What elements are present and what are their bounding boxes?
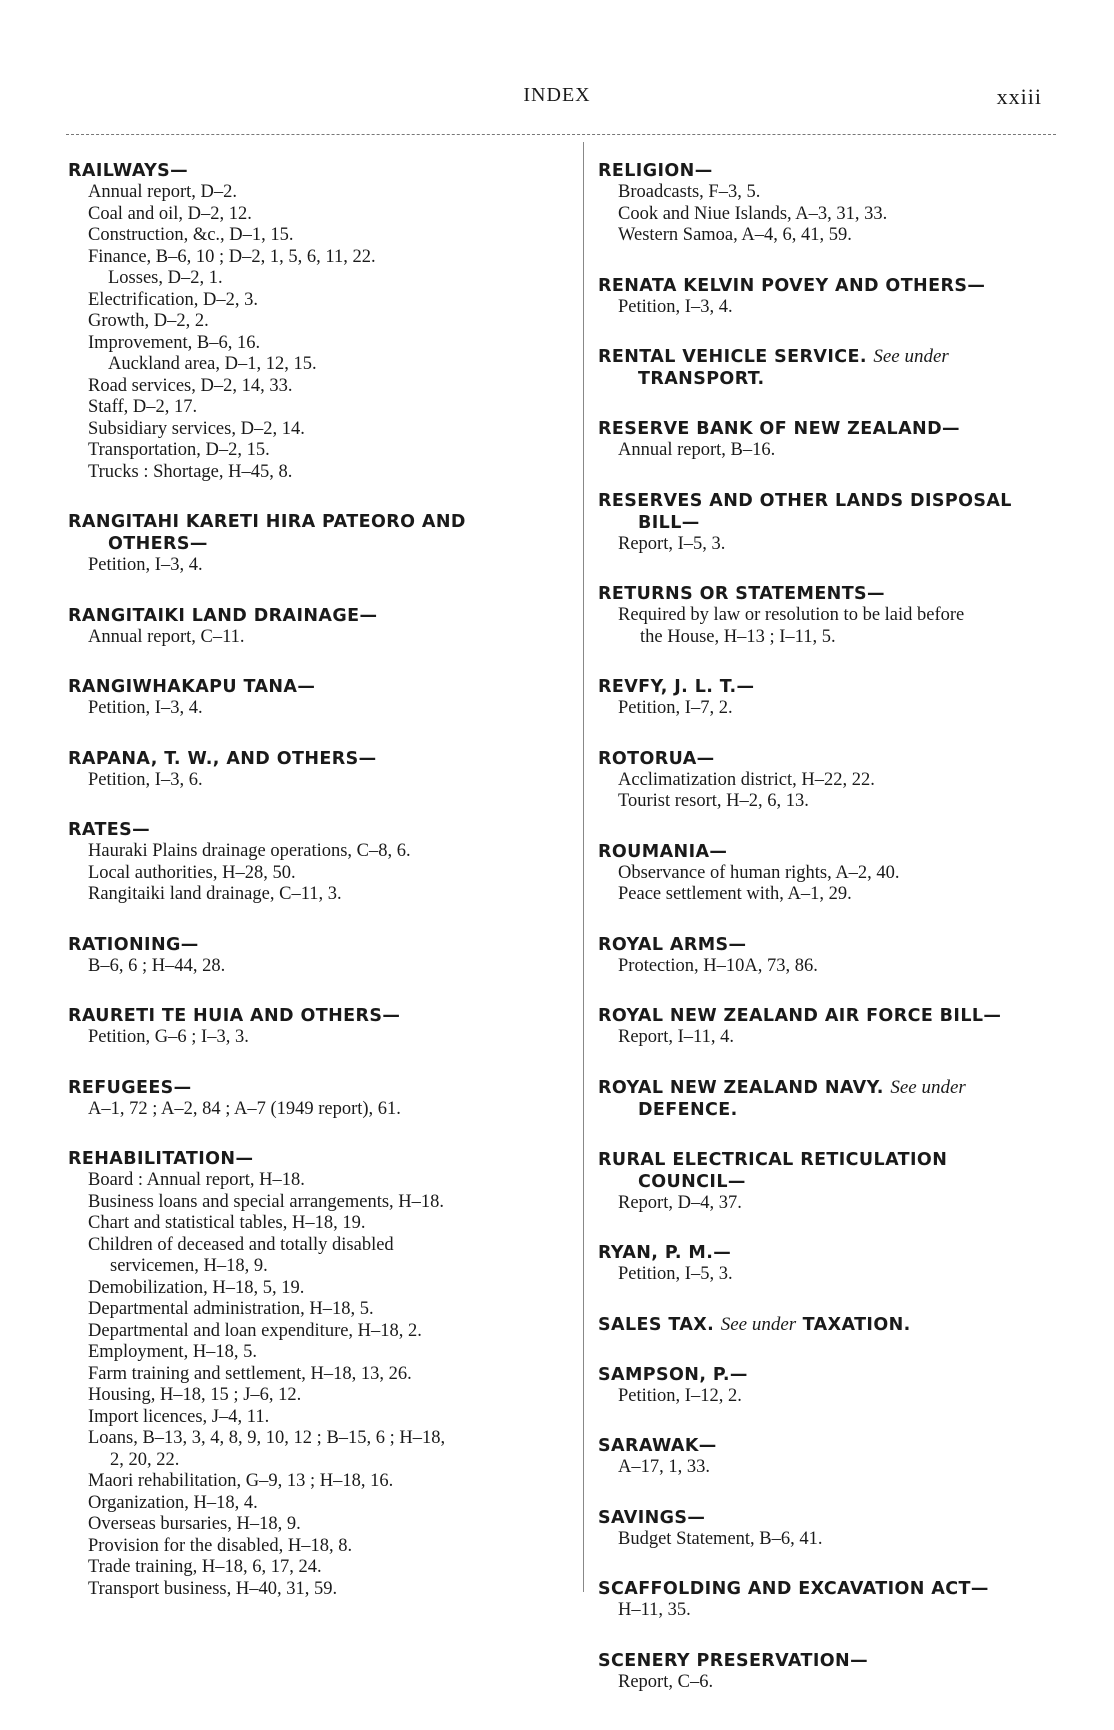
- subentry-text: Peace settlement with, A–1, 29.: [618, 884, 852, 904]
- entry-heading-continued: OTHERS—: [108, 534, 208, 554]
- subentry-text: Trucks : Shortage, H–45, 8.: [88, 461, 293, 482]
- entry-heading: [598, 490, 1056, 512]
- subentry-text: Organization, H–18, 4.: [88, 1492, 258, 1513]
- subentry-text: Annual report, D–2.: [88, 182, 237, 202]
- subentry-text: Required by law or resolution to be laid before: [618, 605, 965, 625]
- entry-heading-text: RAURETI TE HUIA AND OTHERS—: [68, 1006, 401, 1026]
- entry-heading: [598, 1314, 1056, 1336]
- entry-heading-text: SAMPSON, P.—: [598, 1364, 748, 1385]
- see-under-ref: See under: [890, 1076, 966, 1098]
- subentry-text: Construction, &c., D–1, 15.: [88, 225, 294, 245]
- subentry-text: Acclimatization district, H–22, 22.: [618, 769, 875, 790]
- subentry: [598, 534, 1056, 556]
- subentry-text: Departmental and loan expenditure, H–18, 2.: [88, 1320, 422, 1341]
- subentry-text: Local authorities, H–28, 50.: [88, 862, 296, 883]
- entry-heading: [598, 1149, 1056, 1171]
- entry-heading-text: SCENERY PRESERVATION—: [598, 1650, 868, 1671]
- entry-heading-continued: COUNCIL—: [638, 1171, 746, 1192]
- entry-heading-text: REHABILITATION—: [68, 1149, 254, 1169]
- index-entry: [68, 676, 562, 720]
- subentry-text: Departmental administration, H–18, 5.: [88, 1299, 374, 1319]
- subentry: [68, 1342, 562, 1364]
- index-entry: [68, 748, 562, 792]
- subentry-text: A–1, 72 ; A–2, 84 ; A–7 (1949 report), 61.: [88, 1098, 401, 1119]
- index-entry: [68, 605, 562, 649]
- subentry: [68, 311, 562, 333]
- subentry: [68, 1385, 562, 1407]
- entry-heading-text: ROTORUA—: [598, 748, 715, 769]
- subentry-text: Maori rehabilitation, G–9, 13 ; H–18, 16.: [88, 1471, 394, 1491]
- index-entry: [598, 676, 1056, 720]
- index-entry: [598, 1435, 1056, 1479]
- subentry: [68, 1536, 562, 1558]
- subentry-text: Petition, I–12, 2.: [618, 1385, 742, 1406]
- subentry-text: Children of deceased and totally disabled: [88, 1234, 394, 1255]
- index-entry: [598, 418, 1056, 462]
- subentry: [68, 419, 562, 441]
- entry-heading-text: RETURNS OR STATEMENTS—: [598, 584, 885, 604]
- subentry: [68, 863, 562, 885]
- index-entry: [598, 1314, 1056, 1336]
- index-entry: [598, 1507, 1056, 1551]
- subentry: [598, 884, 1056, 906]
- entry-heading-text: RESERVES AND OTHER LANDS DISPOSAL: [598, 490, 1012, 511]
- subentry-text: Petition, I–3, 6.: [88, 769, 203, 790]
- subentry-text: Finance, B–6, 10 ; D–2, 1, 5, 6, 11, 22.: [88, 246, 376, 267]
- subentry: [68, 1192, 562, 1214]
- subentry-text: Petition, I–5, 3.: [618, 1264, 733, 1284]
- subentry-text: Transport business, H–40, 31, 59.: [88, 1578, 338, 1599]
- index-entry: [68, 511, 562, 577]
- subentry-text: Chart and statistical tables, H–18, 19.: [88, 1213, 366, 1233]
- entry-heading: [598, 841, 1056, 863]
- subentry: [68, 182, 562, 204]
- subentry: [598, 791, 1056, 813]
- entry-heading-text: RATIONING—: [68, 934, 199, 955]
- index-entry: [598, 490, 1056, 556]
- entry-heading-text: RAILWAYS—: [68, 161, 189, 181]
- subentry-text: Budget Statement, B–6, 41.: [618, 1528, 823, 1549]
- subentry: [68, 1471, 562, 1493]
- subentry: [68, 1579, 562, 1601]
- index-entry: [68, 934, 562, 978]
- entry-heading: [598, 1242, 1056, 1264]
- entry-heading-text: RENTAL VEHICLE SERVICE.: [598, 347, 867, 367]
- subentry-text: Farm training and settlement, H–18, 13, 26.: [88, 1363, 412, 1384]
- subentry-text: Losses, D–2, 1.: [108, 268, 223, 288]
- entry-heading: [68, 1005, 562, 1027]
- index-entry: [68, 819, 562, 906]
- subentry-continued: [598, 627, 1056, 649]
- subentry-text: Annual report, C–11.: [88, 626, 245, 647]
- subentry: [68, 247, 562, 269]
- subentry-text: Cook and Niue Islands, A–3, 31, 33.: [618, 203, 888, 224]
- subentry: [598, 1529, 1056, 1551]
- subentry: [68, 770, 562, 792]
- index-entry: [598, 1650, 1056, 1694]
- index-entry: [68, 1077, 562, 1121]
- index-column-left: [68, 160, 562, 1628]
- subentry-text: Annual report, B–16.: [618, 440, 776, 460]
- entry-heading: [68, 934, 562, 956]
- index-entry: [68, 1148, 562, 1600]
- subentry: [598, 770, 1056, 792]
- page-title: INDEX: [523, 84, 591, 106]
- subentry-continued-text: servicemen, H–18, 9.: [110, 1256, 268, 1276]
- subentry-text: Petition, I–3, 4.: [88, 698, 203, 718]
- header-rule: [66, 134, 1056, 135]
- entry-heading: [598, 1507, 1056, 1529]
- subentry: [68, 1364, 562, 1386]
- subentry-text: Tourist resort, H–2, 6, 13.: [618, 791, 809, 811]
- subentry: [68, 1213, 562, 1235]
- subentry: [598, 225, 1056, 247]
- entry-heading-text: RANGIWHAKAPU TANA—: [68, 677, 316, 697]
- subentry-text: Report, D–4, 37.: [618, 1192, 742, 1213]
- entry-heading: [68, 819, 562, 841]
- subentry-text: Broadcasts, F–3, 5.: [618, 182, 761, 202]
- subentry-text: Petition, I–3, 4.: [88, 555, 203, 575]
- index-entry: [598, 1005, 1056, 1049]
- index-column-right: [598, 160, 1056, 1721]
- subentry: [68, 698, 562, 720]
- index-entry: [598, 748, 1056, 813]
- subentry-text: Report, C–6.: [618, 1671, 714, 1692]
- index-entry: [598, 1149, 1056, 1215]
- entry-heading-text: REFUGEES—: [68, 1077, 192, 1098]
- index-entry: [598, 583, 1056, 648]
- entry-heading: [68, 748, 562, 770]
- entry-heading: [68, 676, 562, 698]
- entry-heading-text: SARAWAK—: [598, 1436, 717, 1456]
- subentry: [68, 1493, 562, 1515]
- see-under-ref: See under: [873, 346, 949, 367]
- entry-heading-text: REVFY, J. L. T.—: [598, 677, 755, 697]
- index-entry: [68, 1005, 562, 1049]
- subentry: [68, 268, 562, 290]
- subentry: [68, 397, 562, 419]
- subentry-text: Business loans and special arrangements, H–18.: [88, 1191, 445, 1212]
- subentry-text: Report, I–11, 4.: [618, 1027, 734, 1047]
- entry-heading-tail: TAXATION.: [802, 1314, 911, 1335]
- subentry-text: Rangitaiki land drainage, C–11, 3.: [88, 884, 342, 904]
- subentry-text: Coal and oil, D–2, 12.: [88, 203, 252, 224]
- subentry: [68, 1557, 562, 1579]
- entry-heading-continued: DEFENCE.: [638, 1099, 738, 1120]
- subentry: [68, 555, 562, 577]
- entry-heading-continued: TRANSPORT.: [638, 369, 765, 389]
- entry-heading: [598, 1650, 1056, 1672]
- subentry-text: Employment, H–18, 5.: [88, 1342, 258, 1362]
- subentry-text: Trade training, H–18, 6, 17, 24.: [88, 1557, 322, 1577]
- subentry-text: B–6, 6 ; H–44, 28.: [88, 955, 226, 976]
- entry-heading: [598, 1005, 1056, 1027]
- page-number: xxiii: [996, 84, 1042, 109]
- subentry: [68, 1428, 562, 1450]
- entry-heading: [68, 160, 562, 182]
- entry-heading: [598, 934, 1056, 956]
- index-entry: [68, 160, 562, 483]
- entry-heading-text: ROUMANIA—: [598, 841, 728, 862]
- subentry-text: Subsidiary services, D–2, 14.: [88, 418, 305, 439]
- subentry: [68, 884, 562, 906]
- subentry: [68, 290, 562, 312]
- entry-heading-text: ROYAL NEW ZEALAND NAVY.: [598, 1077, 884, 1098]
- entry-heading-text: ROYAL NEW ZEALAND AIR FORCE BILL—: [598, 1006, 1002, 1026]
- subentry: [598, 1193, 1056, 1215]
- subentry: [68, 1027, 562, 1049]
- subentry: [598, 1264, 1056, 1286]
- subentry: [598, 956, 1056, 978]
- subentry-text: Protection, H–10A, 73, 86.: [618, 955, 818, 976]
- entry-heading-text: RESERVE BANK OF NEW ZEALAND—: [598, 419, 960, 439]
- subentry-text: Western Samoa, A–4, 6, 41, 59.: [618, 225, 852, 245]
- subentry: [68, 1278, 562, 1300]
- subentry-text: Hauraki Plains drainage operations, C–8, 6.: [88, 841, 411, 861]
- subentry-text: Auckland area, D–1, 12, 15.: [108, 354, 317, 374]
- entry-heading-text: RYAN, P. M.—: [598, 1243, 732, 1263]
- subentry-continued: [68, 1256, 562, 1278]
- subentry-text: Import licences, J–4, 11.: [88, 1406, 270, 1427]
- subentry: [598, 605, 1056, 627]
- entry-heading: [68, 511, 562, 533]
- subentry: [68, 1299, 562, 1321]
- subentry-text: Growth, D–2, 2.: [88, 311, 209, 331]
- index-entry: [598, 1364, 1056, 1408]
- entry-heading-text: SALES TAX.: [598, 1314, 715, 1335]
- entry-heading-text: RATES—: [68, 820, 151, 840]
- subentry: [68, 225, 562, 247]
- see-under-ref: See under: [720, 1313, 797, 1335]
- entry-heading-text: RELIGION—: [598, 161, 713, 181]
- subentry: [598, 863, 1056, 885]
- entry-heading: [598, 1364, 1056, 1386]
- subentry-text: Petition, G–6 ; I–3, 3.: [88, 1027, 249, 1047]
- subentry: [598, 182, 1056, 204]
- subentry: [68, 1407, 562, 1429]
- subentry: [598, 1600, 1056, 1622]
- subentry-continued: [68, 1450, 562, 1472]
- entry-heading: [598, 275, 1056, 297]
- entry-heading: [598, 748, 1056, 770]
- subentry-text: Demobilization, H–18, 5, 19.: [88, 1277, 305, 1298]
- index-entry: [598, 160, 1056, 247]
- subentry: [68, 204, 562, 226]
- subentry: [68, 1170, 562, 1192]
- entry-heading: [598, 346, 1056, 368]
- entry-heading: [598, 1578, 1056, 1600]
- entry-heading: [598, 1435, 1056, 1457]
- subentry: [598, 1672, 1056, 1694]
- entry-heading: [598, 160, 1056, 182]
- index-entry: [598, 1077, 1056, 1121]
- entry-heading: [598, 676, 1056, 698]
- subentry: [598, 204, 1056, 226]
- subentry-text: Loans, B–13, 3, 4, 8, 9, 10, 12 ; B–15, 6 ; H–18,: [88, 1428, 446, 1448]
- index-entry: [598, 1242, 1056, 1286]
- entry-heading-continued: BILL—: [638, 512, 700, 533]
- subentry: [68, 376, 562, 398]
- page-header: [0, 84, 1114, 114]
- subentry-text: Road services, D–2, 14, 33.: [88, 375, 293, 396]
- subentry: [68, 462, 562, 484]
- subentry-text: Provision for the disabled, H–18, 8.: [88, 1535, 353, 1556]
- entry-heading-text: RAPANA, T. W., AND OTHERS—: [68, 748, 377, 769]
- entry-heading: [598, 418, 1056, 440]
- entry-heading-text: SAVINGS—: [598, 1507, 706, 1528]
- subentry: [68, 1321, 562, 1343]
- subentry: [68, 841, 562, 863]
- subentry: [68, 627, 562, 649]
- subentry-text: Petition, I–3, 4.: [618, 296, 733, 317]
- subentry: [68, 440, 562, 462]
- index-entry: [598, 275, 1056, 319]
- subentry: [68, 333, 562, 355]
- subentry: [598, 1457, 1056, 1479]
- subentry-continued-text: the House, H–13 ; I–11, 5.: [640, 626, 836, 647]
- index-entry: [598, 346, 1056, 390]
- subentry: [68, 354, 562, 376]
- subentry: [598, 1027, 1056, 1049]
- entry-heading: [68, 1077, 562, 1099]
- entry-heading: [68, 605, 562, 627]
- entry-heading-text: RANGITAHI KARETI HIRA PATEORO AND: [68, 512, 466, 532]
- subentry-text: Transportation, D–2, 15.: [88, 440, 270, 460]
- subentry: [598, 440, 1056, 462]
- entry-heading: [598, 583, 1056, 605]
- entry-heading-text: RENATA KELVIN POVEY AND OTHERS—: [598, 275, 986, 296]
- subentry: [598, 297, 1056, 319]
- subentry: [598, 1386, 1056, 1408]
- subentry-text: Overseas bursaries, H–18, 9.: [88, 1514, 301, 1534]
- entry-heading-text: SCAFFOLDING AND EXCAVATION ACT—: [598, 1579, 989, 1599]
- index-entry: [598, 1578, 1056, 1622]
- subentry-text: Board : Annual report, H–18.: [88, 1170, 305, 1190]
- entry-heading: [598, 1077, 1056, 1099]
- subentry: [68, 1235, 562, 1257]
- subentry-text: Improvement, B–6, 16.: [88, 332, 261, 353]
- subentry-text: A–17, 1, 33.: [618, 1457, 710, 1477]
- subentry-text: Electrification, D–2, 3.: [88, 289, 259, 310]
- subentry-text: Report, I–5, 3.: [618, 533, 726, 554]
- subentry-continued-text: 2, 20, 22.: [110, 1449, 180, 1470]
- subentry-text: Petition, I–7, 2.: [618, 698, 733, 718]
- subentry: [68, 1099, 562, 1121]
- entry-heading-text: RURAL ELECTRICAL RETICULATION: [598, 1149, 948, 1170]
- subentry: [598, 698, 1056, 720]
- subentry-text: Housing, H–18, 15 ; J–6, 12.: [88, 1385, 302, 1405]
- entry-heading: [68, 1148, 562, 1170]
- index-entry: [598, 934, 1056, 978]
- subentry-text: Observance of human rights, A–2, 40.: [618, 862, 900, 883]
- index-entry: [598, 841, 1056, 906]
- subentry-text: H–11, 35.: [618, 1600, 691, 1620]
- subentry: [68, 1514, 562, 1536]
- column-divider: [583, 142, 584, 1592]
- entry-heading-text: ROYAL ARMS—: [598, 934, 747, 955]
- subentry: [68, 956, 562, 978]
- entry-heading-text: RANGITAIKI LAND DRAINAGE—: [68, 605, 378, 626]
- subentry-text: Staff, D–2, 17.: [88, 397, 198, 417]
